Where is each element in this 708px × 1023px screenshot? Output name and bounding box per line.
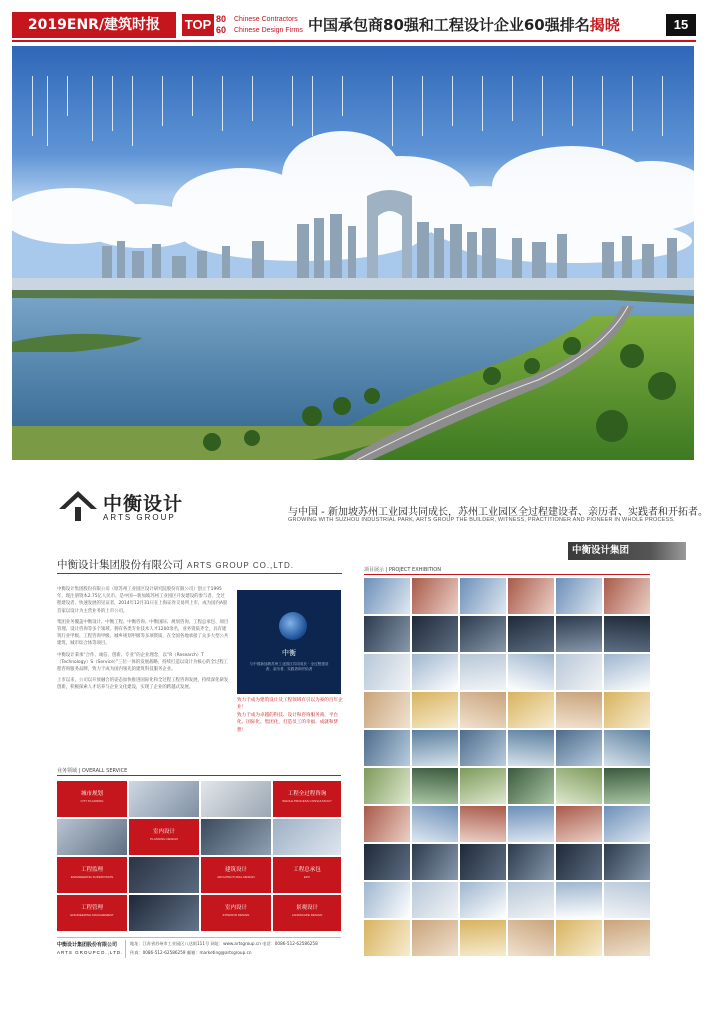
top-badge-en-1: Chinese Contractors: [234, 16, 298, 23]
project-photo: [556, 730, 602, 766]
service-tile: [129, 819, 199, 855]
project-photo: [412, 806, 458, 842]
project-photo: [508, 768, 554, 804]
project-photo: [412, 578, 458, 614]
service-photo: [201, 781, 271, 817]
service-photo: [129, 781, 199, 817]
project-photo: [460, 806, 506, 842]
service-label-en: INTERIOR DESIGN: [222, 913, 250, 917]
page-title-main: 中国承包商80强和工程设计企业60强排名: [308, 16, 590, 34]
company-mission: [237, 697, 343, 734]
company-intro-paragraph: 上市以来，公司以开放融合的姿态加快推进国际化和全过程工程咨询发展，持续深化研发创新，积极探索人才培养与企业文化建设，实现了企业的跨越式发展。: [57, 678, 229, 691]
arts-group-logo: [57, 487, 187, 527]
project-photo: [508, 844, 554, 880]
service-tile: [201, 857, 271, 893]
project-photo: [604, 920, 650, 956]
services-rule: [57, 775, 341, 776]
project-photo: [556, 578, 602, 614]
project-photo: [460, 616, 506, 652]
company-title-en: ARTS GROUP CO.,LTD.: [187, 561, 295, 570]
mission-line: 致力于成为建筑设计及工程领域有引以为豪的百年企业！: [237, 698, 343, 711]
project-photo: [364, 578, 410, 614]
project-photo: [412, 692, 458, 728]
services-grid: [57, 781, 341, 931]
project-gallery: [364, 578, 650, 956]
service-label: 室内设计: [152, 829, 175, 835]
project-photo: [460, 730, 506, 766]
project-photo: [604, 806, 650, 842]
service-tile: [273, 895, 341, 931]
service-photo: [129, 895, 199, 931]
service-label: 室内设计: [224, 905, 247, 911]
project-photo: [556, 616, 602, 652]
project-photo: [604, 616, 650, 652]
project-photo: [604, 768, 650, 804]
service-tile: [57, 895, 127, 931]
project-photo: [556, 654, 602, 690]
services-heading: 业务领域 | OVERALL SERVICE: [57, 768, 128, 774]
service-label-en: ENGINEERING SUPERVISION: [70, 875, 114, 879]
logo-mark-icon: [57, 487, 99, 523]
projects-heading: 项目展示 | PROJECT EXHIBITION: [364, 567, 441, 573]
project-photo: [412, 882, 458, 918]
project-photo: [604, 692, 650, 728]
project-photo: [508, 920, 554, 956]
project-photo: [460, 654, 506, 690]
newspaper-label: 2019ENR/建筑时报: [12, 12, 176, 38]
contact-footer: [57, 937, 341, 960]
project-photo: [604, 730, 650, 766]
service-tile: [273, 857, 341, 893]
brand-name-en: ARTS GROUP: [103, 513, 176, 522]
project-photo: [412, 920, 458, 956]
project-photo: [508, 578, 554, 614]
service-label-en: CITY PLANNING: [80, 799, 104, 803]
project-photo: [364, 844, 410, 880]
project-photo: [364, 692, 410, 728]
project-photo: [556, 692, 602, 728]
service-label-en: LANDSCAPE DESIGN: [291, 913, 323, 917]
project-photo: [364, 806, 410, 842]
top-badge-numbers: 80 60: [216, 14, 227, 35]
service-photo: [57, 819, 127, 855]
service-label-en: EPC: [303, 875, 311, 879]
service-tile: [273, 781, 341, 817]
footer-divider: [125, 940, 126, 958]
project-photo: [604, 882, 650, 918]
company-intro-paragraph: 集团业务覆盖中衡设计、中衡工程、中衡咨询、中衡国际、规划咨询、工程总承包、项目管理、设计咨询等多个领域，拥有各类专业技术人才1200余名，业务资质齐全，具有建筑行业甲级、工程咨询甲级、城乡规划甲级等多项资质，在全国各地承接了众多大型公共建筑、城市综合体等项目。: [57, 619, 229, 647]
project-photo: [556, 882, 602, 918]
project-photo: [604, 844, 650, 880]
footer-company-cn: 中衡设计集团股份有限公司: [57, 942, 118, 948]
service-label-en: ARCHITECTURAL DESIGN: [217, 875, 255, 879]
company-title-cn: 中衡设计集团股份有限公司: [57, 559, 183, 571]
project-photo: [508, 616, 554, 652]
top-badge-text: TOP: [182, 14, 214, 36]
service-photo: [273, 819, 341, 855]
footer-address: 地址：江苏省苏州市工业园区八达街111号 网址：www.artsgroup.cn 电话：0086-512-62586258: [130, 941, 318, 946]
project-photo: [412, 730, 458, 766]
project-photo: [508, 692, 554, 728]
project-photo: [604, 654, 650, 690]
service-tile: [201, 895, 271, 931]
top-badge-en-2: Chinese Design Firms: [234, 27, 303, 34]
page-header: [12, 12, 696, 38]
project-photo: [364, 616, 410, 652]
project-photo: [508, 806, 554, 842]
page-title: [308, 12, 620, 38]
project-photo: [364, 654, 410, 690]
service-label: 工程全过程咨询: [287, 791, 327, 797]
project-photo: [604, 578, 650, 614]
company-intro: [57, 586, 229, 696]
top-ranking-badge: [182, 14, 303, 36]
project-photo: [460, 920, 506, 956]
service-label: 工程管理: [80, 905, 103, 911]
project-photo: [556, 806, 602, 842]
company-intro-paragraph: 中衡设计集团股份有限公司（原苏州工业园区设计研究院股份有限公司）创立于1995年，现注册资本2.75亿人民币，是中国—新加坡苏州工业园区开发建设的参与者、全过程建设者、快速发展的见证者，2014年12月31日在上海证券交易所上市，成为国内A股首家以设计为主营业务的上市公司。: [57, 587, 228, 614]
project-photo: [460, 768, 506, 804]
service-label-en: PLANNING DESIGN: [150, 837, 178, 841]
project-photo: [556, 768, 602, 804]
service-photo: [201, 819, 271, 855]
company-title: [57, 557, 294, 572]
project-photo: [412, 768, 458, 804]
project-photo: [364, 920, 410, 956]
project-photo: [508, 730, 554, 766]
project-photo: [364, 768, 410, 804]
brand-name-cn: 中衡设计: [103, 493, 184, 515]
page-title-highlight: 揭晓: [589, 16, 620, 34]
project-photo: [412, 844, 458, 880]
service-label: 工程监理: [80, 867, 103, 873]
page-number: 15: [666, 14, 696, 36]
project-photo: [556, 920, 602, 956]
project-photo: [508, 882, 554, 918]
project-photo: [412, 654, 458, 690]
service-label: 建筑设计: [224, 867, 247, 873]
service-tile: [57, 781, 127, 817]
project-photo: [364, 730, 410, 766]
company-title-rule: [57, 573, 342, 574]
project-photo: [412, 616, 458, 652]
service-label: 景观设计: [295, 905, 318, 911]
service-label: 工程总承包: [293, 867, 321, 873]
projects-badge: 中衡设计集团: [568, 542, 686, 560]
service-tile: [57, 857, 127, 893]
hero-illustration: [12, 46, 694, 460]
service-label-en: WHOLE PROCESS CONSULTANCY: [282, 799, 332, 803]
project-photo: [460, 692, 506, 728]
project-photo: [364, 882, 410, 918]
service-label: 城市规划: [80, 791, 103, 797]
project-photo: [460, 578, 506, 614]
projects-rule: [364, 574, 650, 575]
header-rule: [12, 40, 696, 42]
footer-contact: 传真：0086-512-62586259 邮箱：marketing@artsgroup.cn: [130, 950, 252, 955]
company-intro-paragraph: 中衡设计秉承“合作、诚信、创新、专业”的企业理念，以“R（Research）T（Technology）S（Service）”三位一体的发展战略，持续打造以设计为核心的全过程工程咨询服务品牌，致力于成为国内领先的建筑科技服务企业。: [57, 652, 229, 673]
project-photo: [460, 882, 506, 918]
project-photo: [508, 654, 554, 690]
book-title: 中衡: [282, 649, 296, 657]
brand-slogan-cn: 与中国 - 新加坡苏州工业园共同成长，苏州工业园区全过程建设者、亲历者、实践者和开拓者。: [288, 507, 708, 518]
book-caption: 与中国新加坡苏州工业园区共同成长 · 全过程建设者、亲历者、实践者和开拓者: [249, 662, 329, 671]
footer-company-en: ARTS GROUPCO.,LTD.: [57, 950, 124, 955]
service-photo: [129, 857, 199, 893]
project-photo: [556, 844, 602, 880]
project-photo: [460, 844, 506, 880]
company-book-cover: [237, 590, 341, 694]
mission-line: 致力于成为卓越的科技、设计和咨询服务商，平台化、国际化、集团化，打造员工的幸福、成就和梦想！: [237, 712, 339, 733]
service-label-en: ENGINEERING MANAGEMENT: [70, 913, 114, 917]
brand-slogan-en: GROWING WITH SUZHOU INDUSTRIAL PARK, ARTS GROUP THE BUILDER, WITNESS, PRACTITIONER AND PIONEER IN WHOLE PROCESS.: [288, 517, 675, 523]
hero-panorama-photo: [12, 46, 694, 460]
globe-icon: [279, 612, 307, 640]
